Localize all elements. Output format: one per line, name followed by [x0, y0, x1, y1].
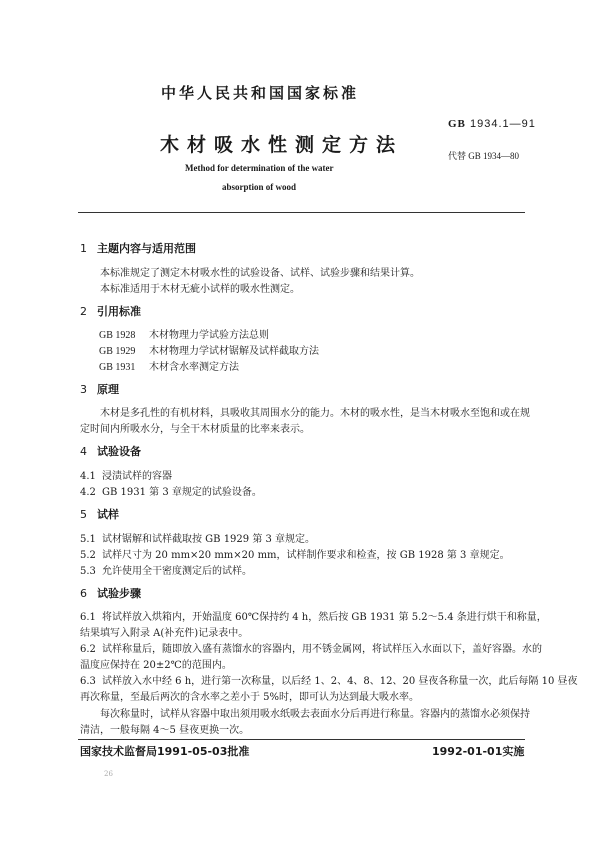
- clause-text: 允许使用全干密度测定后的试样。: [102, 566, 252, 577]
- reference-title: 木材含水率测定方法: [149, 362, 239, 373]
- clause-number: 6.3: [80, 676, 96, 687]
- reference-code: GB 1928: [99, 330, 136, 341]
- clause-number: 5.1: [80, 534, 96, 545]
- country-standard-label: 中华人民共和国国家标准: [161, 84, 360, 102]
- section-4-heading: [80, 443, 141, 459]
- section-1-paragraph-1: 本标准规定了测定木材吸水性的试验设备、试样、试验步骤和结果计算。: [100, 268, 420, 279]
- clause-number: 4.2: [80, 487, 96, 498]
- effective-date: 1992-01-01实施: [432, 745, 525, 758]
- section-3-heading: [80, 381, 119, 397]
- clause-6-1-line1: [80, 608, 547, 623]
- standard-code: 1934.1—91: [469, 118, 536, 130]
- reference-item: [99, 342, 319, 357]
- clause-6-2-line1: [80, 640, 542, 655]
- clause-5-1: [80, 530, 315, 545]
- standard-number: [448, 118, 536, 130]
- reference-title: 木材物理力学试验方法总则: [149, 330, 269, 341]
- clause-number: 6.1: [80, 612, 96, 623]
- clause-number: 5.2: [80, 550, 96, 561]
- reference-item: [99, 326, 269, 341]
- section-number: 5: [80, 508, 87, 521]
- clause-5-3: [80, 562, 252, 577]
- clause-text: 试材锯解和试样截取按 GB 1929 第 3 章规定。: [102, 534, 316, 545]
- clause-text: 试样尺寸为 20 mm×20 mm×20 mm，试样制作要求和检查，按 GB 1928 第 3 章规定。: [102, 550, 510, 561]
- replaces-standard: 代替 GB 1934—80: [448, 151, 520, 161]
- reference-code: GB 1929: [99, 346, 136, 357]
- reference-item: [99, 358, 239, 373]
- english-title-line1: Method for determination of the water: [185, 163, 334, 173]
- reference-title: 木材物理力学试材锯解及试样截取方法: [149, 346, 319, 357]
- clause-4-1: [80, 467, 172, 482]
- page-number: 26: [104, 770, 113, 778]
- section-6-note-line1: 每次称量时，试样从容器中取出须用吸水纸吸去表面水分后再进行称量。容器内的蒸馏水必须保持: [100, 709, 530, 720]
- reference-code: GB 1931: [99, 362, 136, 373]
- section-number: 3: [80, 383, 87, 396]
- clause-text: 试样放入水中经 6 h，进行第一次称量，以后经 1、2、4、8、12、20 昼夜各称量一次，此后每隔 10 昼夜: [102, 676, 578, 687]
- clause-number: 4.1: [80, 471, 96, 482]
- section-title: 试样: [97, 508, 119, 521]
- standard-prefix: GB: [448, 118, 466, 130]
- clause-5-2: [80, 546, 510, 561]
- section-title: 引用标准: [97, 305, 141, 318]
- section-title: 试验设备: [97, 445, 141, 458]
- section-number: 2: [80, 305, 87, 318]
- section-1-heading: [80, 240, 196, 256]
- clause-text: GB 1931 第 3 章规定的试验设备。: [102, 487, 262, 498]
- section-3-paragraph-line2: 定时间内所吸水分，与全干木材质量的比率来表示。: [80, 424, 310, 435]
- clause-text: 将试样放入烘箱内，开始温度 60℃保持约 4 h，然后按 GB 1931 第 5.2～5.4 条进行烘干和称量，: [102, 612, 547, 623]
- section-3-paragraph-line1: 木材是多孔性的有机材料，具吸收其周围水分的能力。木材的吸水性，是当木材吸水至饱和或在规: [100, 408, 530, 419]
- english-title-line2: absorption of wood: [222, 182, 297, 192]
- section-number: 4: [80, 445, 87, 458]
- approval-date: 国家技术监督局1991-05-03批准: [80, 745, 250, 758]
- section-number: 1: [80, 242, 87, 255]
- section-number: 6: [80, 587, 87, 600]
- section-5-heading: [80, 506, 119, 522]
- clause-6-1-line2: 结果填写入附录 A(补充件)记录表中。: [80, 628, 249, 639]
- section-2-heading: [80, 303, 141, 319]
- clause-number: 5.3: [80, 566, 96, 577]
- clause-6-2-line2: 温度应保持在 20±2℃的范围内。: [80, 660, 232, 671]
- document-title: 木材吸水性测定方法: [160, 134, 404, 156]
- section-6-note-line2: 清洁，一般每隔 4～5 昼夜更换一次。: [80, 725, 250, 736]
- section-title: 原理: [97, 383, 119, 396]
- section-1-paragraph-2: 本标准适用于木材无疵小试样的吸水性测定。: [100, 284, 300, 295]
- clause-text: 试样称量后，随即放入盛有蒸馏水的容器内，用不锈金属网，将试样压入水面以下，盖好容器。水的: [102, 644, 542, 655]
- header-divider: [78, 212, 525, 213]
- clause-text: 浸渍试样的容器: [102, 471, 172, 482]
- section-6-heading: [80, 585, 141, 601]
- clause-number: 6.2: [80, 644, 96, 655]
- clause-4-2: [80, 483, 262, 498]
- footer-divider: [78, 739, 525, 740]
- section-title: 试验步骤: [97, 587, 141, 600]
- section-title: 主题内容与适用范围: [97, 242, 196, 255]
- clause-6-3-line2: 再次称量，至最后两次的含水率之差小于 5%时，即可认为达到最大吸水率。: [80, 692, 420, 703]
- clause-6-3-line1: [80, 672, 578, 687]
